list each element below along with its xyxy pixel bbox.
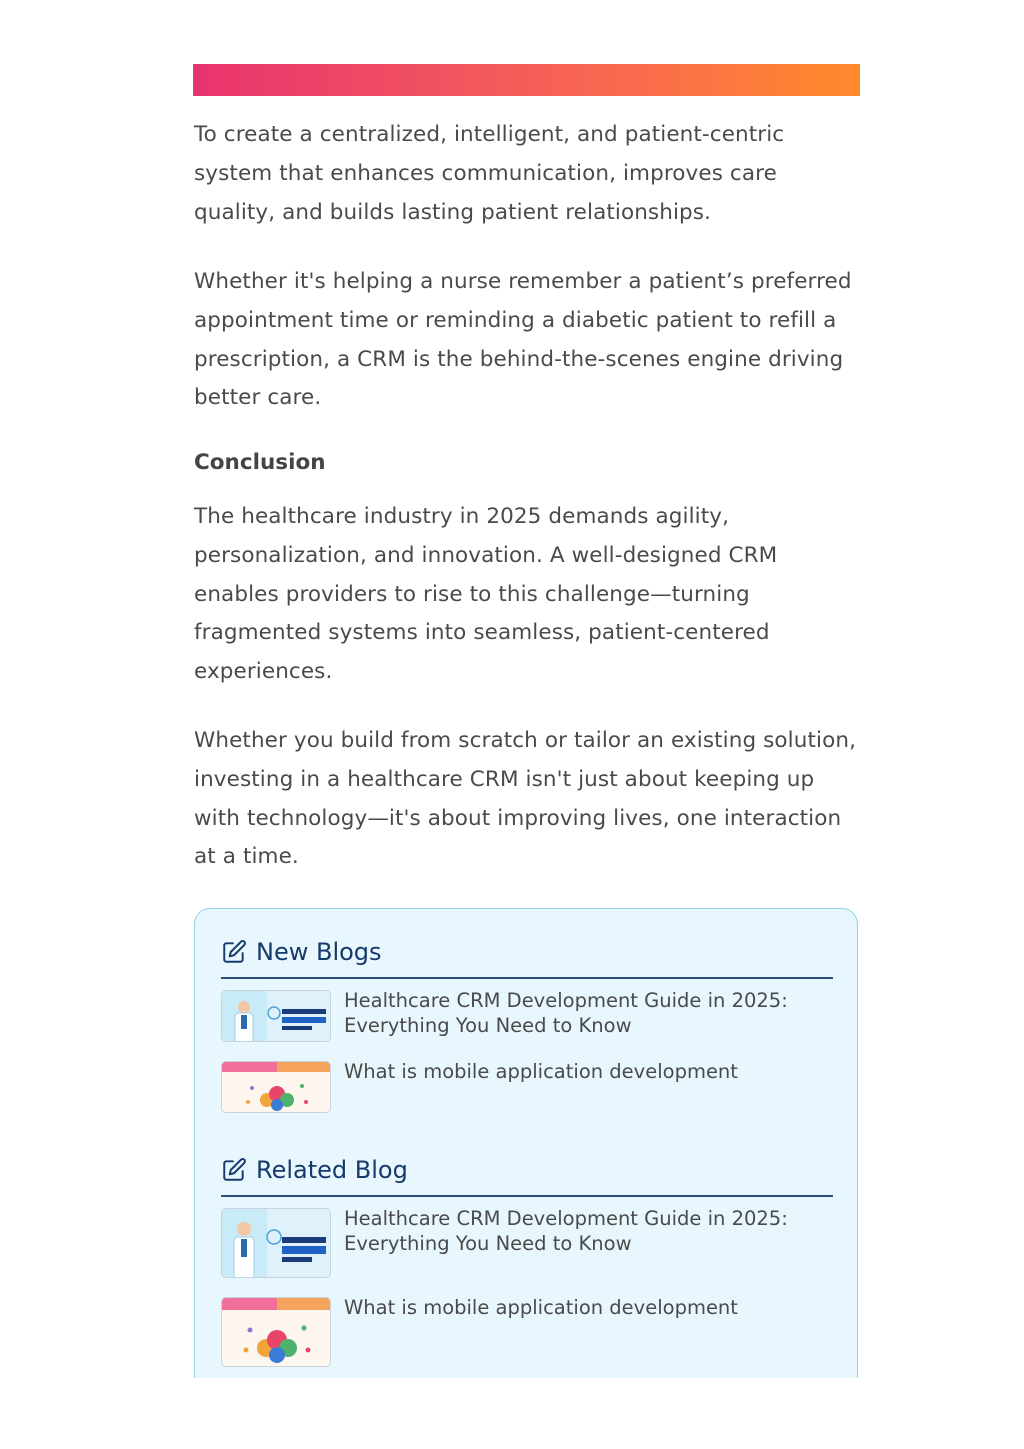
new-blogs-section: [221, 933, 833, 1083]
blog-item-crm-guide[interactable]: [221, 990, 833, 1046]
article-paragraph-3: The healthcare industry in 2025 demands agility, personalization, and innovation. A well-designed CRM enables providers to rise to this challenge—turning fragmented systems into seamless, patient-centered experiences.: [194, 504, 778, 685]
related-blog-section: [221, 1151, 833, 1319]
edit-icon: [221, 1157, 247, 1183]
section-divider: [221, 1195, 833, 1197]
related-item-crm-guide[interactable]: [221, 1208, 833, 1278]
blog-thumbnail-crm-guide[interactable]: [221, 990, 331, 1042]
blog-sidebar: [194, 908, 858, 1378]
related-item-title[interactable]: What is mobile application development: [344, 1296, 738, 1319]
article-paragraph-4: Whether you build from scratch or tailor an existing solution, investing in a healthcare CRM isn't just about keeping up with technology—it's about improving lives, one interaction at a time.: [194, 728, 857, 870]
related-thumbnail-crm-guide[interactable]: [221, 1208, 331, 1278]
section-divider: [221, 977, 833, 979]
related-item-title[interactable]: Healthcare CRM Development Guide in 2025: Everything You Need to Know: [344, 1207, 788, 1255]
new-blogs-title-text: New Blogs: [256, 938, 382, 966]
conclusion-heading: Conclusion: [194, 450, 326, 475]
related-item-mobile-dev[interactable]: [221, 1297, 833, 1367]
blog-thumbnail-mobile-dev[interactable]: [221, 1061, 331, 1113]
gradient-header-bar: [193, 64, 860, 96]
blog-item-title[interactable]: What is mobile application development: [344, 1060, 738, 1083]
article-paragraph-2: Whether it's helping a nurse remember a patient’s preferred appointment time or reminding a diabetic patient to refill a prescription, a CRM is the behind-the-scenes engine driving better care.: [194, 269, 852, 411]
blog-item-title[interactable]: Healthcare CRM Development Guide in 2025: Everything You Need to Know: [344, 989, 788, 1037]
blog-item-mobile-dev[interactable]: [221, 1061, 833, 1117]
article-paragraph-1: To create a centralized, intelligent, and patient-centric system that enhances communication, improves care quality, and builds lasting patient relationships.: [194, 122, 785, 225]
related-blog-title: [221, 1151, 833, 1189]
new-blogs-title: [221, 933, 833, 971]
related-thumbnail-mobile-dev[interactable]: [221, 1297, 331, 1367]
edit-icon: [221, 939, 247, 965]
related-blog-title-text: Related Blog: [256, 1156, 408, 1184]
